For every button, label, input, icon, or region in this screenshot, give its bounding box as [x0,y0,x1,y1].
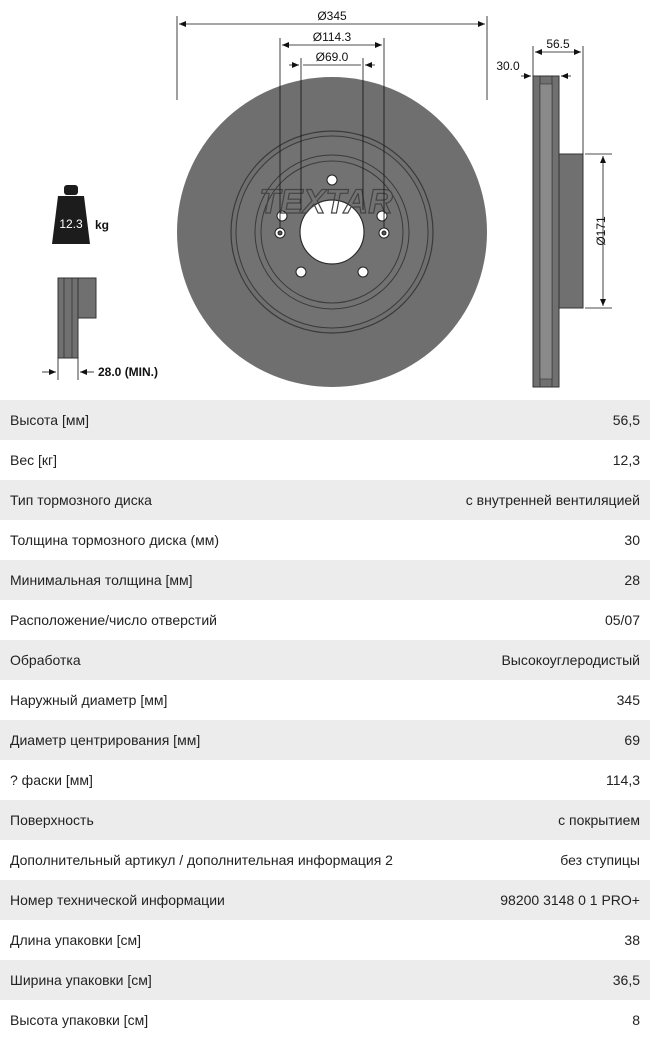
disc-front-view [177,77,487,387]
spec-label: Обработка [10,652,81,668]
spec-value: 56,5 [612,412,640,428]
spec-value: 12,3 [612,452,640,468]
spec-value: с внутренней вентиляцией [465,492,640,508]
table-row [0,440,650,480]
spec-table [0,400,650,1040]
min-thickness-label: 28.0 (MIN.) [98,365,159,379]
outer-diameter-label: Ø345 [317,9,347,23]
spec-label: Высота упаковки [см] [10,1012,149,1028]
height-label: 56.5 [546,37,570,51]
spec-label: Высота [мм] [10,412,89,428]
table-row [0,960,650,1000]
spec-label: Наружный диаметр [мм] [10,692,168,708]
table-row [0,400,650,440]
spec-value: 98200 3148 0 1 PRO+ [500,892,640,908]
table-row [0,760,650,800]
spec-value: 8 [632,1012,640,1028]
table-row [0,560,650,600]
min-thickness-section [58,278,96,358]
spec-label: Поверхность [10,812,94,828]
weight-unit: kg [95,218,110,232]
spec-table-body [0,400,650,1040]
spec-label: Толщина тормозного диска (мм) [10,532,220,548]
center-bore-label: Ø69.0 [315,50,349,64]
table-row [0,800,650,840]
spec-label: Диаметр центрирования [мм] [10,732,201,748]
spec-value: 114,3 [606,772,640,788]
spec-label: Ширина упаковки [см] [10,972,152,988]
table-row [0,680,650,720]
table-row [0,920,650,960]
spec-value: 69 [624,732,640,748]
disc-side-view [533,76,583,387]
brake-disc-drawing [0,0,650,400]
spec-label: Дополнительный артикул / дополнительная информация 2 [10,852,393,868]
table-row [0,1000,650,1040]
spec-label: Минимальная толщина [мм] [10,572,193,588]
weight-value: 12.3 [59,217,83,231]
spec-value: 38 [624,932,640,948]
table-row [0,880,650,920]
spec-label: Вес [кг] [10,452,58,468]
table-row [0,600,650,640]
spec-label: ? фаски [мм] [10,772,93,788]
table-row [0,640,650,680]
table-row [0,520,650,560]
spec-value: 30 [624,532,640,548]
spec-value: с покрытием [558,812,640,828]
spec-value: без ступицы [560,852,640,868]
table-row [0,480,650,520]
spec-label: Номер технической информации [10,892,225,908]
table-row [0,720,650,760]
spec-value: 345 [616,692,640,708]
spec-value: 05/07 [604,612,640,628]
spec-label: Длина упаковки [см] [10,932,141,948]
dimensions-min [42,358,94,380]
hat-diameter-label: Ø171 [594,216,608,246]
spec-value: 36,5 [612,972,640,988]
spec-value: 28 [624,572,640,588]
technical-drawing [0,0,650,400]
spec-label: Расположение/число отверстий [10,612,217,628]
spec-label: Тип тормозного диска [10,492,152,508]
spec-value: Высокоуглеродистый [501,652,640,668]
brand-logo: TEXTAR [259,183,393,221]
thickness-label: 30.0 [496,59,520,73]
weight-icon [52,185,90,244]
bolt-circle-label: Ø114.3 [312,30,352,44]
table-row [0,840,650,880]
